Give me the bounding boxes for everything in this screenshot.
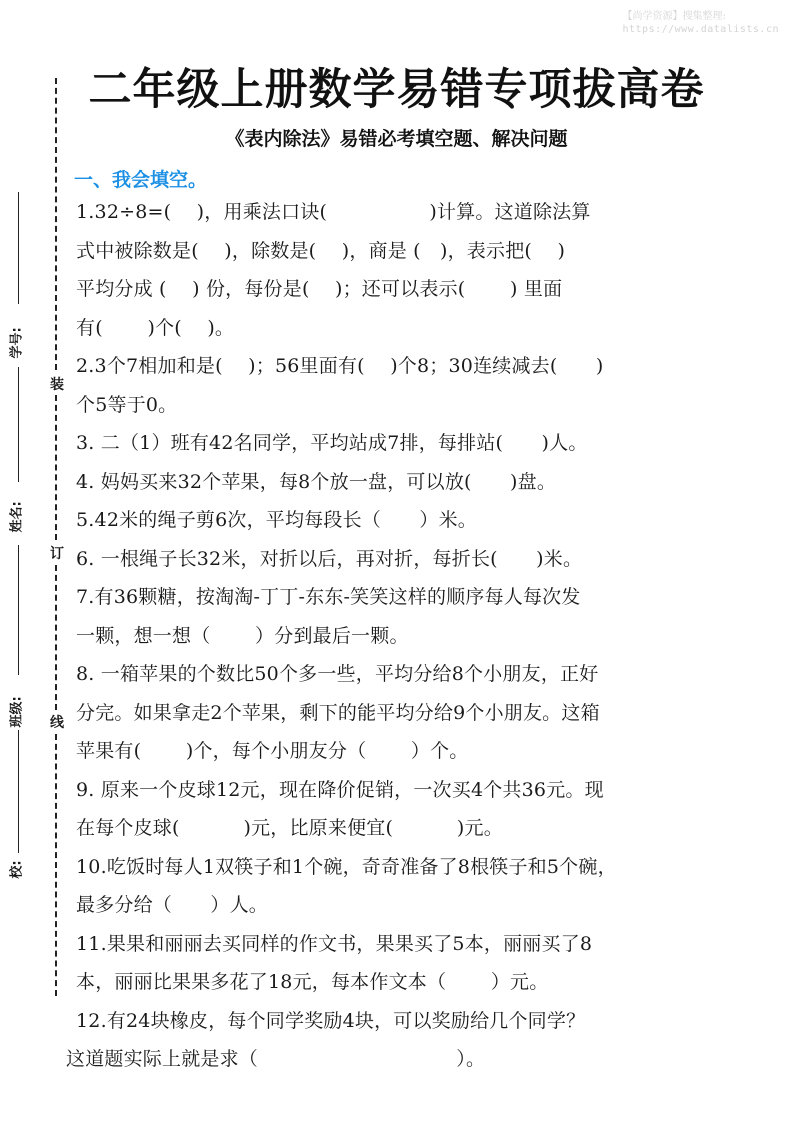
question-line: 苹果有( )个，每个小朋友分（ ）个。 [76,740,469,762]
question-line: 4. 妈妈买来32个苹果，每8个放一盘，可以放( )盘。 [76,470,557,493]
question-line: 个5等于0。 [76,393,178,416]
question-1 [76,193,716,347]
question-line: 2.3个7相加和是( )；56里面有( )个8；30连续减去( ) [76,355,604,377]
watermark-source: 【尚学资源】搜集整理: [622,11,726,22]
binding-mark-ding: 订 [49,543,65,563]
question-9 [76,771,716,848]
question-line: 9. 原来一个皮球12元，现在降价促销，一次买4个共36元。现 [76,778,604,801]
question-4 [76,463,716,502]
binding-dash-line [55,78,57,370]
question-10 [76,848,716,925]
question-line: 在每个皮球( )元，比原来便宜( )元。 [76,817,503,839]
student-name-label: 姓名: [9,501,25,533]
page-subtitle: 《表内除法》易错必考填空题、解决问题 [225,128,568,150]
school-line[interactable] [18,730,19,853]
question-list [66,193,716,1079]
question-line: 1.32÷8=( )，用乘法口诀( )计算。这道除法算 [76,201,591,223]
student-class-line[interactable] [18,545,19,675]
question-line: 这道题实际上就是求（ ）。 [66,1048,486,1070]
binding-mark-xian: 线 [49,712,65,732]
student-name-line[interactable] [18,367,19,482]
question-line: 式中被除数是( )，除数是( )，商是 ( )，表示把( ) [76,239,566,262]
watermark-url: https://www.datalists.cn [622,24,779,35]
question-3 [76,424,716,463]
question-line: 10.吃饭时每人1双筷子和1个碗，奇奇准备了8根筷子和5个碗， [76,855,617,878]
student-id-label: 学号: [9,327,25,359]
question-line: 平均分成 ( ) 份，每份是( )；还可以表示( ) 里面 [76,278,563,300]
school-label: 校: [9,860,25,879]
question-6 [76,540,716,579]
binding-dash-line [55,734,57,996]
binding-dash-line [55,395,57,540]
watermark [623,10,780,36]
page-title: 二年级上册数学易错专项拔高卷 [88,65,705,115]
question-5 [76,501,716,540]
binding-margin [0,0,70,1122]
question-line: 6. 一根绳子长32米，对折以后，再对折，每折长( )米。 [76,547,583,570]
binding-dash-line [55,565,57,710]
question-line: 有( )个( )。 [76,316,235,339]
student-id-line[interactable] [18,192,19,304]
question-7 [76,578,716,655]
question-line: 7.有36颗糖，按淘淘-丁丁-东东-笑笑这样的顺序每人每次发 [76,586,581,608]
question-line: 5.42米的绳子剪6次，平均每段长（ ）米。 [76,509,477,531]
question-line: 12.有24块橡皮，每个同学奖励4块，可以奖励给几个同学？ [76,1009,586,1032]
question-2 [76,347,716,424]
question-line: 分完。如果拿走2个苹果，剩下的能平均分给9个小朋友。这箱 [76,701,600,724]
student-class-label: 班级: [9,696,25,728]
question-8 [76,655,716,771]
question-line: 3. 二（1）班有42名同学，平均站成7排，每排站( )人。 [76,432,588,454]
question-11 [76,925,716,1002]
question-line: 最多分给（ ）人。 [76,894,269,916]
question-line: 一颗，想一想（ ）分到最后一颗。 [76,624,409,647]
question-12 [66,1002,716,1079]
question-line: 11.果果和丽丽去买同样的作文书，果果买了5本，丽丽买了8 [76,932,593,955]
section-title-fill-blanks: 一、我会填空。 [74,169,208,191]
binding-mark-zhuang: 装 [49,374,65,394]
question-line: 本，丽丽比果果多花了18元，每本作文本（ ）元。 [76,971,549,993]
question-line: 8. 一箱苹果的个数比50个多一些，平均分给8个小朋友，正好 [76,663,599,685]
